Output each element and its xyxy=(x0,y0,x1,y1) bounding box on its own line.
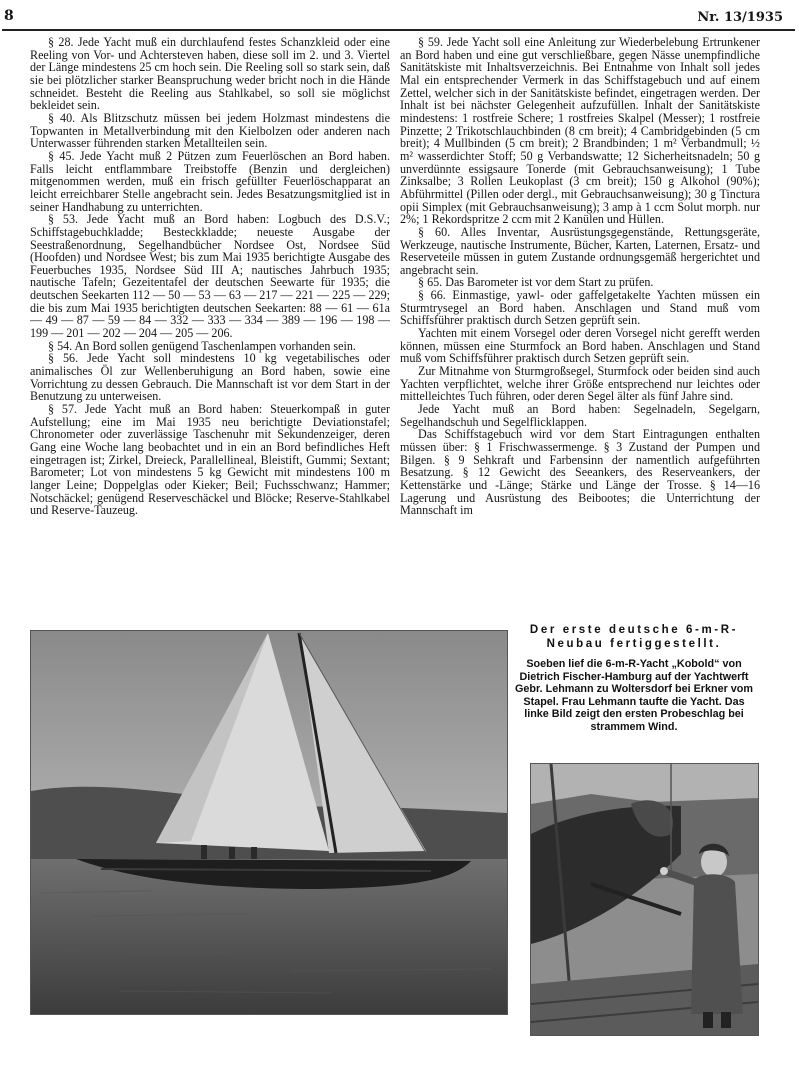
left-text-column xyxy=(30,36,390,517)
paragraph-s56: § 56. Jede Yacht soll mindestens 10 kg vegetabilisches oder animalisches Öl zur Wellenberuhigung an Bord haben, sowie eine Vorrichtung zu dessen Gebrauch. Die Mannschaft ist vor dem Start in der Benutzung zu unterweisen. xyxy=(30,351,390,404)
header-rule xyxy=(2,29,795,31)
paragraph-sturmsegel: Zur Mitnahme von Sturmgroßsegel, Sturmfock oder beiden sind auch Yachten verpflichtet, welche ihrer Größe entsprechend nur leichtes oder mittelleichtes Tuch führen, oder deren Segel älter als fünf Jahre sind. xyxy=(400,364,760,404)
paragraph-s40: § 40. Als Blitzschutz müssen bei jedem Holzmast mindestens die Topwanten in Metallverbindung mit den Kielbolzen oder anderen nach Unterwasser führenden starken Metallteilen sein. xyxy=(30,110,390,151)
paragraph-schiffstagebuch: Das Schiffstagebuch wird vor dem Start Eintragungen enthalten müssen über: § 1 Frischwassermenge. § 3 Zustand der Pumpen und Bilgen. § 9 Sehkraft und Farbensinn der namentlich aufgeführten Besatzung. § 12 Gewicht des Seeankers, des Reserveankers, der Kettenstärke und -Länge; Stärke und Länge der Trosse. § 14—16 Lagerung und Ausrüstung des Beibootes; die Unterrichtung der Mannschaft im xyxy=(400,427,760,518)
paragraph-segelnadeln: Jede Yacht muß an Bord haben: Segelnadeln, Segelgarn, Segelhandschuh und Segelflicklappen. xyxy=(400,402,760,429)
paragraph-s65: § 65. Das Barometer ist vor dem Start zu prüfen. xyxy=(418,275,654,290)
sailing-yacht-illustration xyxy=(31,631,507,1014)
right-text-column xyxy=(400,36,760,614)
paragraph-s66: § 66. Einmastige, yawl- oder gaffelgetakelte Yachten müssen ein Sturmtrysegel an Bord haben. Anschlagen und Stand muß vom Schiffsführer praktisch durch Setzen geprüft sein. xyxy=(400,288,760,328)
caption-title: Der erste deutsche 6-m-R-Neubau fertiggestellt. xyxy=(529,624,739,650)
caption-text: Soeben lief die 6-m-R-Yacht „Kobold“ von Dietrich Fischer-Hamburg auf der Yachtwerft Gebr. Lehmann zu Woltersdorf bei Erkner vom Stapel. Frau Lehmann taufte die Yacht. Das linke Bild zeigt den ersten Probeschlag bei strammem Wind. xyxy=(515,658,753,733)
paragraph-s54: § 54. An Bord sollen genügend Taschenlampen vorhanden sein. xyxy=(48,338,356,353)
photo-caption xyxy=(510,623,758,734)
paragraph-sturmfock: Yachten mit einem Vorsegel oder deren Vorsegel nicht gerefft werden können, müssen eine Sturmfock an Bord haben. Anschlagen und Stand muß vom Schiffsführer praktisch durch Setzen geprüft sein. xyxy=(400,326,760,366)
sailing-yacht-photo xyxy=(30,630,508,1015)
paragraph-s59: § 59. Jede Yacht soll eine Anleitung zur Wiederbelebung Ertrunkener an Bord haben und eine gut verschließbare, gegen Nässe unempfindliche Sanitätskiste mit Inhaltsverzeichnis. Bei Entnahme von Inhalt soll jedes Mal ein entsprechender Vermerk in das Schiffstagebuch und auf einem Zettel, welcher sich in der Sanitätskiste befindet, eingetragen werden. Der Inhalt ist bei nächster Gelegenheit aufzufüllen. Inhalt der Sanitätskiste mindestens: 1 rostfreie Schere; 1 rostfreies Skalpel (Messer); 1 rostfreie Pinzette; 2 Trikotschlauchbinden (8 cm breit); 4 Cambridgebinden (5 cm breit); 4 Mullbinden (5 cm breit); 2 Brandbinden; 1 m² Verbandmull; ½ m² wasserdichter Stoff; 50 g Verbandswatte; 12 Sicherheitsnadeln; 50 g unverdünnte essigsaure Tonerde (mit Gebrauchsanweisung); 1 Tube Zinksalbe; 3 Rollen Leukoplast (3 cm breit); 150 g Alkohol (90%); Abführmittel (Pillen oder dergl., mit Gebrauchsanweisung); 30 g Tinctura opii Simplex (mit Gebrauchsanweisung); 3 amp à 1 ccm Solut morph. nur 2%; 1 Rekordspritze 2 ccm mit 2 Kanülen und Hüllen. xyxy=(400,36,760,227)
christening-photo xyxy=(530,763,759,1036)
paragraph-s60: § 60. Alles Inventar, Ausrüstungsgegenstände, Rettungsgeräte, Werkzeuge, nautische Instrumente, Bücher, Karten, Laternen, Ersatz- und Reserveteile müssen in gutem Zustande ordnungsgemäß hergerichtet und angebracht sein. xyxy=(400,224,760,277)
christening-illustration xyxy=(531,764,758,1035)
issue-number: Nr. 13/1935 xyxy=(697,10,783,25)
paragraph-s45: § 45. Jede Yacht muß 2 Pützen zum Feuerlöschen an Bord haben. Falls leicht entflammbare Treibstoffe (Benzin und dergleichen) mitgenommen werden, muß ein frisch gefüllter Feuerlöschapparat an leicht erreichbarer Stelle angebracht sein. Jedes Besatzungsmitglied ist in seiner Handhabung zu unterrichten. xyxy=(30,148,390,214)
paragraph-s57: § 57. Jede Yacht muß an Bord haben: Steuerkompaß in guter Aufstellung; eine im Mai 1935 neu berichtigte Deviationstafel; Chronometer oder zuverlässige Taschenuhr mit Sekundenzeiger, deren Gang eine Woche lang beobachtet und in ein an Bord befindliches Heft eingetragen ist; Zirkel, Dreieck, Parallellineal, Bleistift, Gummi; Sextant; Barometer; Lot von mindestens 5 kg Gewicht mit mindestens 100 m langer Leine; Doppelglas oder Kieker; Beil; Fuchsschwanz; Hammer; Notschäckel; genügend Reserveschäckel und Blöcke; Reserve-Stahlkabel und Reserve-Tauzeug. xyxy=(30,402,390,517)
paragraph-s53: § 53. Jede Yacht muß an Bord haben: Logbuch des D.S.V.; Schiffstagebuchkladde; Besteckkladde; neueste Ausgabe der Seestraßenordnung, Segelhandbücher Nordsee Ost, Nordsee Süd (Hoofden) und Nordsee West; bis zum Mai 1935 berichtigte Ausgabe des Feuerbuches 1935, Nordsee Süd III A; nautisches Jahrbuch 1935; nautische Tafeln; Gezeitentafel der deutschen Seewarte für 1935; die deutschen Seekarten 112 — 50 — 53 — 63 — 217 — 221 — 225 — 229; die bis zum Mai 1935 berichtigten deutschen Seekarten: 88 — 61 — 61a — 49 — 87 — 59 — 84 — 332 — 333 — 334 — 389 — 196 — 198 — 199 — 201 — 202 — 204 — 205 — 206. xyxy=(30,212,390,341)
page-header xyxy=(0,4,799,26)
page-number: 8 xyxy=(4,8,14,24)
paragraph-s28: § 28. Jede Yacht muß ein durchlaufend festes Schanzkleid oder eine Reeling von Vor- und Achtersteven haben, diese soll im 2. und 3. Viertel der Länge mindestens 25 cm hoch sein. Die Reeling soll so stark sein, daß sie bei plötzlicher starker Beanspruchung weder bricht noch in die Hände schneidet. Besteht die Reeling aus Stahlkabel, so soll sie möglichst bekleidet sein. xyxy=(30,36,390,113)
